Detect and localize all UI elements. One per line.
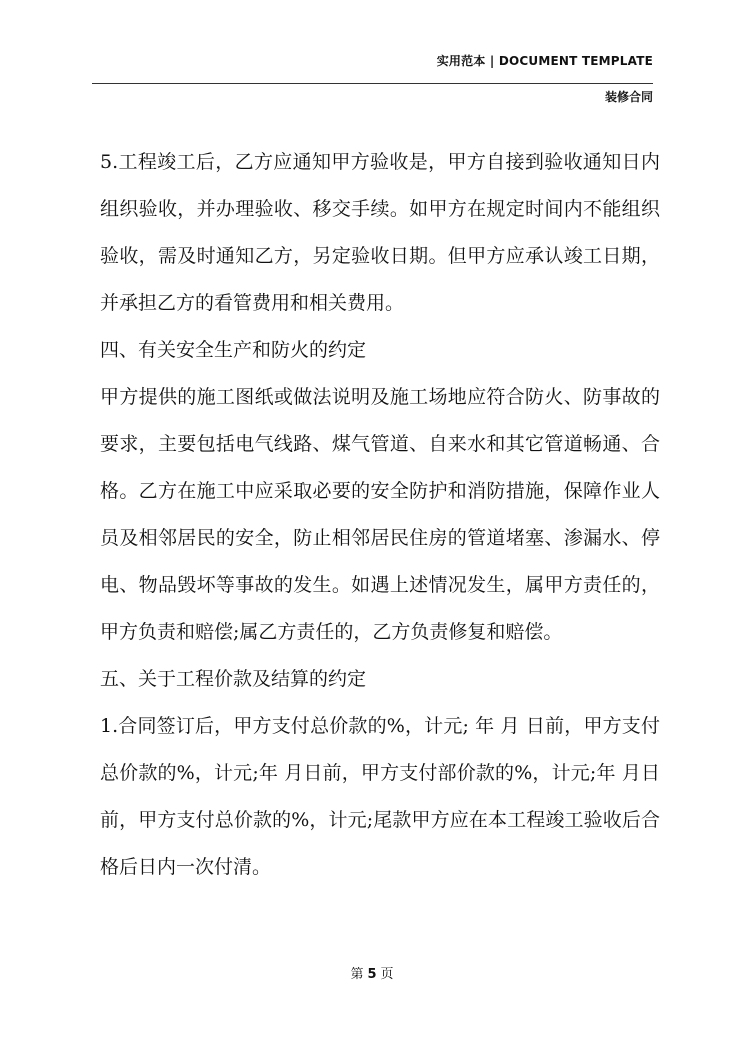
page-number: 5: [367, 967, 377, 982]
header-subtitle: 装修合同: [604, 90, 653, 104]
section-heading-safety: 四、有关安全生产和防火的约定: [100, 339, 367, 361]
paragraph-safety: 甲方提供的施工图纸或做法说明及施工场地应符合防火、防事故的要求，主要包括电气线路、煤气管道、自来水和其它管道畅通、合格。乙方在施工中应采取必要的安全防护和消防措施，保障作业人员及相邻居民的安全，防止相邻居民住房的管道堵塞、渗漏水、停电、物品毁坏等事故的发生。如遇上述情况发生，属甲方责任的，甲方负责和赔偿;属乙方责任的，乙方负责修复和赔偿。: [100, 386, 660, 643]
document-body: [100, 139, 660, 891]
page-footer: [0, 963, 744, 982]
header-title: 实用范本 | DOCUMENT TEMPLATE: [436, 54, 653, 68]
section-heading-payment: 五、关于工程价款及结算的约定: [100, 668, 367, 690]
header-divider: [92, 83, 653, 84]
page-suffix: 页: [380, 967, 394, 982]
paragraph-acceptance: 5.工程竣工后，乙方应通知甲方验收是，甲方自接到验收通知日内组织验收，并办理验收、移交手续。如甲方在规定时间内不能组织验收，需及时通知乙方，另定验收日期。但甲方应承认竣工日期，并承担乙方的看管费用和相关费用。: [100, 151, 660, 314]
page-prefix: 第: [350, 967, 364, 982]
paragraph-payment: 1.合同签订后，甲方支付总价款的%，计元; 年 月 日前，甲方支付总价款的%，计元;年 月日前，甲方支付部价款的%，计元;年 月日前，甲方支付总价款的%，计元;尾款甲方应在本工程竣工验收后合格后日内一次付清。: [100, 715, 660, 878]
